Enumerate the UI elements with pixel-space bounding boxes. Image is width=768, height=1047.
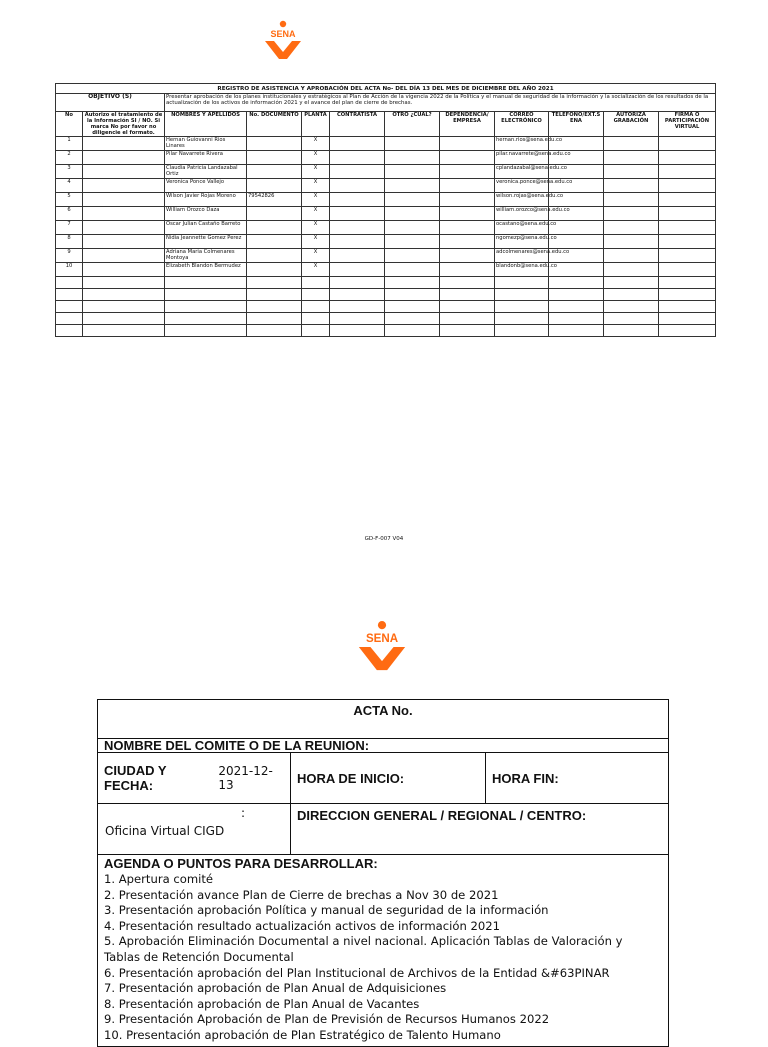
recording-cell [604, 207, 659, 221]
contractor-cell [330, 221, 385, 235]
table-row [56, 193, 716, 207]
dependency-cell [440, 249, 495, 263]
planta-cell: X [302, 249, 330, 263]
empty-cell [56, 301, 83, 313]
signature-cell [659, 221, 716, 235]
contractor-cell [330, 235, 385, 249]
empty-cell [247, 277, 302, 289]
contractor-cell [330, 165, 385, 179]
empty-cell [165, 313, 247, 325]
table-row [56, 235, 716, 249]
email-cell: ngomezp@sena.edu.co [495, 235, 549, 249]
document-code: GD-F-007 V04 [364, 536, 404, 542]
authorize-cell [83, 249, 165, 263]
empty-cell [330, 289, 385, 301]
empty-cell [440, 289, 495, 301]
empty-cell [247, 313, 302, 325]
empty-cell [330, 301, 385, 313]
column-header: OTRO ¿CUAL? [385, 112, 440, 137]
empty-cell [440, 301, 495, 313]
empty-cell [302, 325, 330, 337]
contractor-cell [330, 137, 385, 151]
name-cell: Adriana Maria Colmenares Montoya [165, 249, 247, 263]
empty-cell [385, 289, 440, 301]
email-cell: veronica.ponce@sena.edu.co [495, 179, 549, 193]
empty-row [56, 301, 716, 313]
agenda-label: AGENDA O PUNTOS PARA DESARROLLAR: [104, 856, 378, 871]
agenda-item: 3. Presentación aprobación Política y manual de seguridad de la información [104, 903, 549, 918]
row-number: 3 [56, 165, 83, 179]
empty-row [56, 289, 716, 301]
name-cell: Hernan Guiovanni Rios Linares [165, 137, 247, 151]
empty-cell [330, 313, 385, 325]
document-cell [247, 151, 302, 165]
table-row [56, 179, 716, 193]
table-row [56, 151, 716, 165]
agenda-item: 7. Presentación aprobación de Plan Anual de Adquisiciones [104, 981, 447, 996]
empty-row [56, 325, 716, 337]
email-cell: ocastano@sena.edu.co [495, 221, 549, 235]
document-cell [247, 179, 302, 193]
authorize-cell [83, 235, 165, 249]
dependency-cell [440, 151, 495, 165]
signature-cell [659, 193, 716, 207]
document-cell [247, 137, 302, 151]
planta-cell: X [302, 179, 330, 193]
empty-cell [302, 277, 330, 289]
empty-cell [604, 289, 659, 301]
agenda-list [104, 872, 662, 1044]
place-mark: : [241, 806, 246, 820]
table-row [56, 165, 716, 179]
contractor-cell [330, 151, 385, 165]
recording-cell [604, 263, 659, 277]
empty-cell [330, 277, 385, 289]
column-header: DEPENDENCIA/ EMPRESA [440, 112, 495, 137]
empty-cell [549, 313, 604, 325]
name-cell: Veronica Ponce Vallejo [165, 179, 247, 193]
column-header: FIRMA O PARTICIPACIÓN VIRTUAL [659, 112, 716, 137]
recording-cell [604, 179, 659, 193]
signature-cell [659, 263, 716, 277]
agenda-item: 1. Apertura comité [104, 872, 214, 886]
place-value: Oficina Virtual CIGD [105, 824, 225, 838]
acta-form [97, 699, 669, 1047]
row-number: 7 [56, 221, 83, 235]
empty-cell [659, 325, 716, 337]
empty-cell [604, 325, 659, 337]
empty-row [56, 277, 716, 289]
table-row [56, 207, 716, 221]
phone-cell [549, 221, 604, 235]
empty-cell [247, 325, 302, 337]
email-cell: william.orozco@sena.edu.co [495, 207, 549, 221]
row-number: 5 [56, 193, 83, 207]
other-cell [385, 151, 440, 165]
signature-cell [659, 137, 716, 151]
dependency-cell [440, 221, 495, 235]
document-cell [247, 263, 302, 277]
column-header: TELEFONO/EXT.S ENA [549, 112, 604, 137]
authorize-cell [83, 179, 165, 193]
empty-cell [83, 325, 165, 337]
sena-logo-large [354, 620, 410, 674]
objective-text: Presentar aprobación de los planes institucionales y estratégicos al Plan de Acción de la vigencia 2022 de la Política y el manual de seguridad de la información y la socialización de los resultados de la actualización de los activos de información 2021 y el avance del plan de cierre de brechas. [165, 94, 716, 112]
row-number: 2 [56, 151, 83, 165]
empty-cell [440, 325, 495, 337]
document-cell [247, 235, 302, 249]
authorize-cell [83, 207, 165, 221]
empty-cell [83, 301, 165, 313]
column-header: PLANTA [302, 112, 330, 137]
objective-label: OBJETIVO (S) [56, 94, 165, 112]
planta-cell: X [302, 221, 330, 235]
empty-cell [56, 313, 83, 325]
name-cell: Wilson Javier Rojas Moreno [165, 193, 247, 207]
authorize-cell [83, 263, 165, 277]
signature-cell [659, 235, 716, 249]
empty-cell [604, 313, 659, 325]
agenda-item: 10. Presentación aprobación de Plan Estratégico de Talento Humano [104, 1027, 501, 1042]
city-date-label: CIUDAD Y FECHA: [104, 763, 167, 793]
empty-cell [549, 289, 604, 301]
empty-cell [165, 301, 247, 313]
email-cell: pilar.navarrete@sena.edu.co [495, 151, 549, 165]
planta-cell: X [302, 151, 330, 165]
empty-cell [495, 301, 549, 313]
agenda-item: 4. Presentación resultado actualización activos de información 2021 [104, 918, 500, 933]
email-cell: adcolmenares@sena.edu.co [495, 249, 549, 263]
recording-cell [604, 165, 659, 179]
empty-cell [604, 277, 659, 289]
empty-cell [302, 301, 330, 313]
empty-row [56, 313, 716, 325]
document-cell [247, 207, 302, 221]
email-cell: hernan.rios@sena.edu.co [495, 137, 549, 151]
city-date-cell [98, 753, 291, 803]
contractor-cell [330, 193, 385, 207]
planta-cell: X [302, 207, 330, 221]
signature-cell [659, 207, 716, 221]
recording-cell [604, 151, 659, 165]
phone-cell [549, 235, 604, 249]
recording-cell [604, 193, 659, 207]
other-cell [385, 165, 440, 179]
name-cell: Oscar Julian Castaño Barreto [165, 221, 247, 235]
other-cell [385, 221, 440, 235]
empty-cell [385, 313, 440, 325]
empty-cell [247, 289, 302, 301]
empty-cell [83, 313, 165, 325]
dependency-cell [440, 179, 495, 193]
dependency-cell [440, 235, 495, 249]
name-cell: Elizabeth Blandon Bermudez [165, 263, 247, 277]
email-cell: blandonb@sena.edu.co [495, 263, 549, 277]
contractor-cell [330, 207, 385, 221]
acta-title: ACTA No. [353, 703, 413, 718]
row-number: 9 [56, 249, 83, 263]
sena-logo [262, 20, 304, 62]
empty-cell [604, 301, 659, 313]
planta-cell: X [302, 137, 330, 151]
row-number: 6 [56, 207, 83, 221]
start-time-label: HORA DE INICIO: [297, 770, 405, 786]
place-cell [98, 804, 291, 854]
signature-cell [659, 151, 716, 165]
empty-cell [495, 289, 549, 301]
column-header: No [56, 112, 83, 137]
empty-cell [440, 313, 495, 325]
planta-cell: X [302, 165, 330, 179]
dependency-cell [440, 137, 495, 151]
recording-cell [604, 221, 659, 235]
authorize-cell [83, 221, 165, 235]
planta-cell: X [302, 263, 330, 277]
table-row [56, 249, 716, 263]
committee-label: NOMBRE DEL COMITE O DE LA REUNION: [104, 738, 370, 753]
column-header: CORREO ELECTRÓNICO [495, 112, 549, 137]
sheet-title: REGISTRO DE ASISTENCIA Y APROBACIÓN DEL ACTA No- DEL DÍA 13 DEL MES DE DICIEMBRE DEL AÑO 2021 [56, 84, 716, 94]
table-row [56, 263, 716, 277]
empty-cell [659, 277, 716, 289]
row-number: 4 [56, 179, 83, 193]
empty-cell [302, 289, 330, 301]
direction-label: DIRECCION GENERAL / REGIONAL / CENTRO: [297, 808, 587, 823]
row-number: 8 [56, 235, 83, 249]
logo-text: SENA [365, 632, 399, 645]
empty-cell [385, 277, 440, 289]
recording-cell [604, 235, 659, 249]
agenda-section [98, 855, 668, 1046]
name-cell: William Orozco Daza [165, 207, 247, 221]
empty-cell [302, 313, 330, 325]
planta-cell: X [302, 193, 330, 207]
row-number: 1 [56, 137, 83, 151]
authorize-cell [83, 193, 165, 207]
column-header: AUTORIZA GRABACIÓN [604, 112, 659, 137]
dependency-cell [440, 207, 495, 221]
other-cell [385, 249, 440, 263]
empty-cell [549, 277, 604, 289]
email-cell: wilson.rojas@sena.edu.co [495, 193, 549, 207]
contractor-cell [330, 263, 385, 277]
empty-cell [659, 313, 716, 325]
empty-cell [495, 313, 549, 325]
other-cell [385, 207, 440, 221]
agenda-item: 9. Presentación Aprobación de Plan de Previsión de Recursos Humanos 2022 [104, 1012, 550, 1027]
empty-cell [549, 301, 604, 313]
document-cell: 79542826 [247, 193, 302, 207]
document-cell [247, 221, 302, 235]
row-number: 10 [56, 263, 83, 277]
agenda-item: 6. Presentación aprobación del Plan Institucional de Archivos de la Entidad &#63PINAR [104, 965, 610, 980]
other-cell [385, 193, 440, 207]
authorize-cell [83, 151, 165, 165]
empty-cell [330, 325, 385, 337]
agenda-item: 5. Aprobación Eliminación Documental a nivel nacional. Aplicación Tablas de Valoración y Tablas de Retención Documental [104, 934, 623, 964]
authorize-cell [83, 165, 165, 179]
dependency-cell [440, 165, 495, 179]
empty-cell [385, 325, 440, 337]
start-time-cell [291, 753, 486, 803]
end-time-cell [486, 753, 668, 803]
end-time-label: HORA FIN: [492, 770, 559, 786]
empty-cell [495, 325, 549, 337]
table-row [56, 221, 716, 235]
city-date-value: 2021-12-13 [218, 764, 273, 792]
email-cell: cplandazabal@sena.edu.co [495, 165, 549, 179]
empty-cell [247, 301, 302, 313]
column-header: No. DOCUMENTO [247, 112, 302, 137]
empty-cell [659, 289, 716, 301]
empty-cell [495, 277, 549, 289]
header-row [56, 112, 716, 137]
logo-text: SENA [270, 29, 296, 39]
attendance-table [55, 83, 716, 337]
empty-cell [165, 277, 247, 289]
document-cell [247, 165, 302, 179]
planta-cell: X [302, 235, 330, 249]
empty-cell [165, 325, 247, 337]
name-cell: Claudia Patricia Landazabal Ortiz [165, 165, 247, 179]
document-cell [247, 249, 302, 263]
empty-cell [165, 289, 247, 301]
column-header: NOMBRES Y APELLIDOS [165, 112, 247, 137]
empty-cell [549, 325, 604, 337]
signature-cell [659, 179, 716, 193]
empty-cell [83, 289, 165, 301]
agenda-item: 2. Presentación avance Plan de Cierre de brechas a Nov 30 de 2021 [104, 887, 499, 902]
other-cell [385, 263, 440, 277]
column-header: Autorizo el tratamiento de la Información SI / NO. Si marca No por favor no diligencie el formato. [83, 112, 165, 137]
table-row [56, 137, 716, 151]
empty-cell [56, 325, 83, 337]
agenda-item: 8. Presentación aprobación de Plan Anual de Vacantes [104, 996, 420, 1011]
empty-cell [440, 277, 495, 289]
name-cell: Nidia Jeannette Gomez Perez [165, 235, 247, 249]
contractor-cell [330, 249, 385, 263]
other-cell [385, 137, 440, 151]
other-cell [385, 235, 440, 249]
name-cell: Pilar Navarrete Rivera [165, 151, 247, 165]
other-cell [385, 179, 440, 193]
contractor-cell [330, 179, 385, 193]
signature-cell [659, 165, 716, 179]
empty-cell [385, 301, 440, 313]
empty-cell [56, 289, 83, 301]
dependency-cell [440, 263, 495, 277]
signature-cell [659, 249, 716, 263]
dependency-cell [440, 193, 495, 207]
recording-cell [604, 249, 659, 263]
empty-cell [56, 277, 83, 289]
recording-cell [604, 137, 659, 151]
empty-cell [83, 277, 165, 289]
authorize-cell [83, 137, 165, 151]
column-header: CONTRATISTA [330, 112, 385, 137]
empty-cell [659, 301, 716, 313]
